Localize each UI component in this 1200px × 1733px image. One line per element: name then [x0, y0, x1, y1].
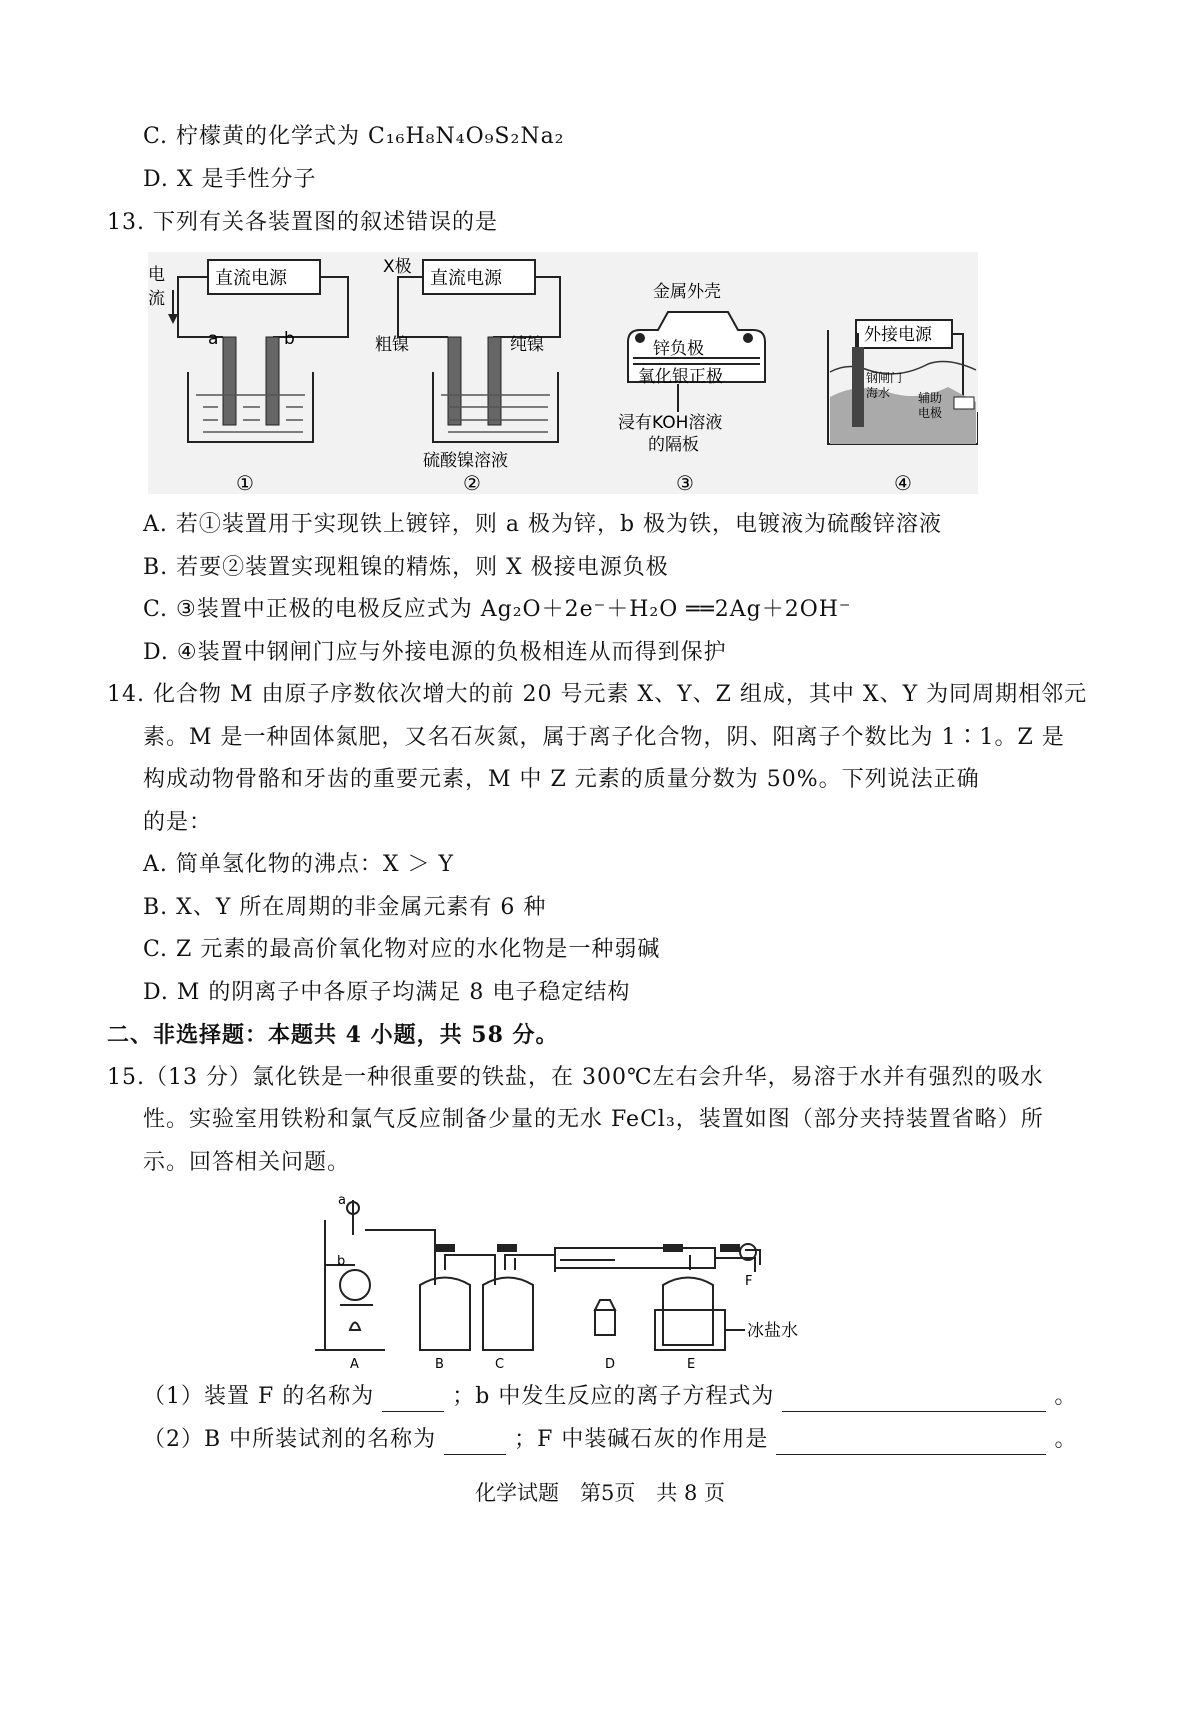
q14-stem-line2: 素。M 是一种固体氮肥，又名石灰氮，属于离子化合物，阴、阳离子个数比为 1∶1。Z 是 [143, 725, 1065, 750]
page-footer: 化学试题 第5页 共 8 页 [474, 1481, 726, 1505]
answer-blank-f-purpose[interactable] [776, 1432, 1046, 1455]
answer-blank-b-reagent[interactable] [444, 1432, 506, 1455]
q13-stem: 13. 下列有关各装置图的叙述错误的是 [107, 210, 498, 235]
q13-option-c: C. ③装置中正极的电极反应式为 Ag₂O＋2e⁻＋H₂O ══2Ag＋2OH⁻ [143, 597, 852, 622]
q12-option-d: D. X 是手性分子 [143, 167, 317, 192]
p2-x-pole: X极 [383, 257, 412, 277]
svg-text:b: b [284, 329, 295, 349]
answer-blank-f-name[interactable] [382, 1389, 444, 1412]
svg-text:电极: 电极 [918, 406, 943, 420]
svg-text:锌负极: 锌负极 [653, 339, 704, 359]
svg-text:C: C [495, 1357, 505, 1370]
svg-text:粗镍: 粗镍 [375, 335, 409, 355]
q14-option-d: D. M 的阴离子中各原子均满足 8 电子稳定结构 [143, 980, 631, 1005]
svg-text:的隔板: 的隔板 [648, 435, 699, 455]
svg-text:④: ④ [894, 471, 912, 495]
p1-num: ① [236, 471, 254, 495]
svg-text:B: B [435, 1357, 444, 1370]
q15-stem-line2: 性。实验室用铁粉和氯气反应制备少量的无水 FeCl₃，装置如图（部分夹持装置省略）所 [143, 1107, 1044, 1132]
q14-option-a: A. 简单氢化物的沸点：X ＞ Y [143, 852, 455, 877]
answer-blank-ion-equation[interactable] [782, 1389, 1046, 1412]
svg-text:a: a [208, 329, 219, 349]
q12-option-c: C. 柠檬黄的化学式为 C₁₆H₈N₄O₉S₂Na₂ [143, 124, 565, 149]
p1-power-label: 直流电源 [215, 268, 287, 289]
q15-stem-line1: 15.（13 分）氯化铁是一种很重要的铁盐，在 300℃左右会升华，易溶于水并有强烈的吸水 [107, 1065, 1044, 1090]
svg-text:氧化银正极: 氧化银正极 [638, 367, 723, 387]
svg-text:D: D [605, 1357, 616, 1370]
q13-figure [148, 252, 978, 502]
q13-option-d: D. ④装置中钢闸门应与外接电源的负极相连从而得到保护 [143, 640, 727, 665]
q15-sub2: （2）B 中所装试剂的名称为 ；F 中装碱石灰的作用是 。 [143, 1425, 1077, 1455]
svg-text:E: E [687, 1357, 696, 1370]
svg-text:钢闸门: 钢闸门 [866, 371, 903, 385]
q15-sub1: （1）装置 F 的名称为 ；b 中发生反应的离子方程式为 。 [143, 1382, 1077, 1412]
svg-text:F: F [745, 1274, 753, 1289]
svg-text:a: a [338, 1193, 346, 1208]
svg-text:b: b [337, 1254, 346, 1269]
q14-stem-line4: 的是： [143, 810, 213, 835]
q13-option-b: B. 若要②装置实现粗镍的精炼，则 X 极接电源负极 [143, 555, 669, 580]
p4-power-label: 外接电源 [864, 325, 932, 345]
svg-text:②: ② [463, 471, 481, 495]
p2-power-label: 直流电源 [430, 268, 502, 289]
q14-stem-line3: 构成动物骨骼和牙齿的重要元素，M 中 Z 元素的质量分数为 50%。下列说法正确 [143, 767, 980, 792]
svg-text:海水: 海水 [866, 386, 891, 400]
q15-apparatus-figure [315, 1190, 810, 1370]
svg-text:③: ③ [676, 471, 694, 495]
q15-stem-line3: 示。回答相关问题。 [143, 1150, 351, 1175]
q13-option-a: A. 若①装置用于实现铁上镀锌，则 a 极为锌，b 极为铁，电镀液为硫酸锌溶液 [143, 512, 943, 537]
ice-brine-label: 冰盐水 [747, 1321, 798, 1341]
svg-text:辅助: 辅助 [918, 391, 943, 405]
q14-stem-line1: 14. 化合物 M 由原子序数依次增大的前 20 号元素 X、Y、Z 组成，其中 X、Y 为同周期相邻元 [107, 682, 1088, 707]
svg-text:A: A [350, 1357, 359, 1370]
svg-text:浸有KOH溶液: 浸有KOH溶液 [618, 413, 723, 433]
section-heading: 二、非选择题：本题共 4 小题，共 58 分。 [107, 1022, 559, 1048]
svg-text:纯镍: 纯镍 [510, 335, 544, 355]
p2-solution: 硫酸镍溶液 [423, 451, 508, 471]
p1-current-label: 电 [148, 265, 165, 285]
p3-shell: 金属外壳 [653, 282, 721, 302]
q14-option-b: B. X、Y 所在周期的非金属元素有 6 种 [143, 895, 547, 920]
svg-text:流: 流 [148, 289, 165, 309]
q14-option-c: C. Z 元素的最高价氧化物对应的水化物是一种弱碱 [143, 937, 661, 962]
